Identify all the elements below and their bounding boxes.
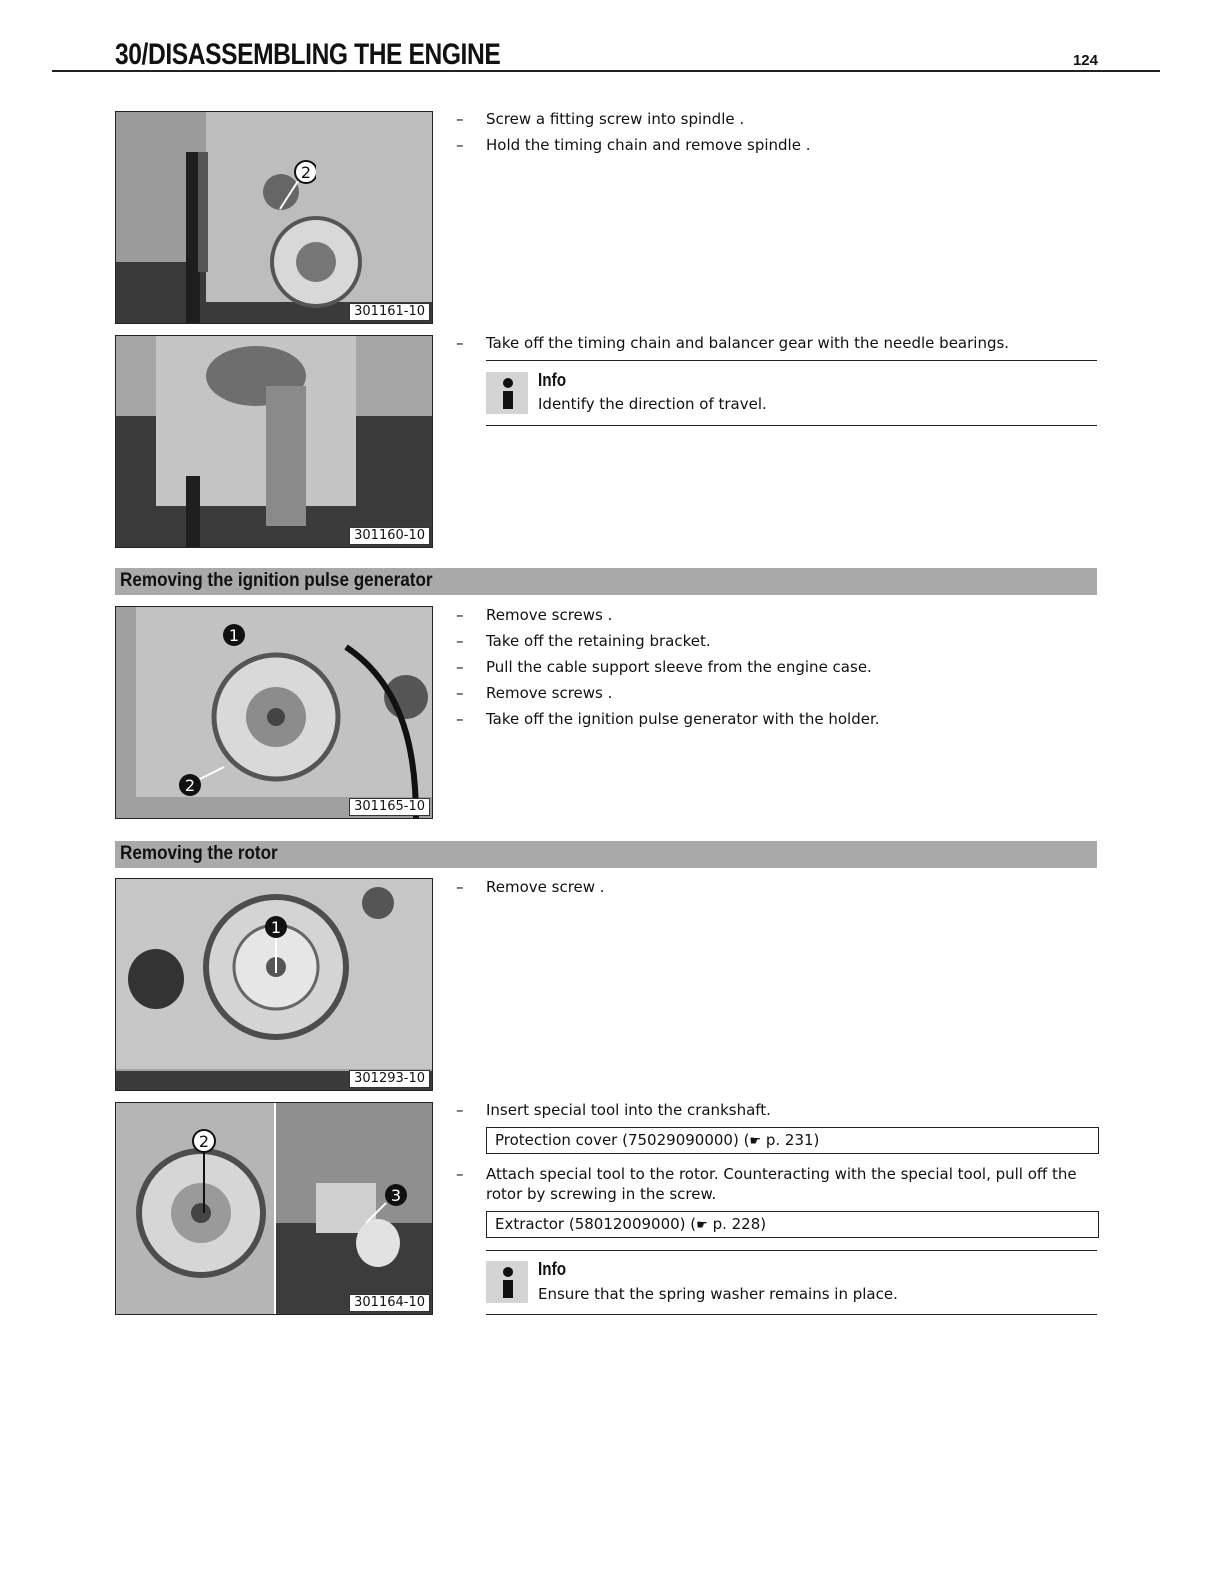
tool-protection-cover: Protection cover (75029090000) (☛ p. 231) [486,1127,1099,1154]
callout-label: 3 [390,1186,402,1205]
photo-code: 301160-10 [349,527,430,545]
photo-code: 301161-10 [349,303,430,321]
callout-markers [176,617,246,817]
info-text: Ensure that the spring washer remains in place. [538,1285,898,1303]
page-header [52,38,1160,72]
engine-photo-illustration [116,336,432,547]
callout-marker [276,154,316,214]
photo-code: 301164-10 [349,1294,430,1312]
photo-timing-chain [115,335,433,548]
info-box [486,1250,1097,1315]
photo-rotor-screw [115,878,433,1091]
photo-code: 301165-10 [349,798,430,816]
callout-markers [186,1123,433,1243]
page-number: 124 [1072,52,1098,69]
engine-photo-illustration [116,112,432,323]
tool-extractor: Extractor (58012009000) (☛ p. 228) [486,1211,1099,1238]
callout-label: 1 [228,626,240,645]
info-icon [486,372,528,414]
photo-ignition-generator [115,606,433,819]
callout-label: 1 [270,918,282,937]
photo-rotor-extractor [115,1102,433,1315]
callout-label: 2 [300,163,312,182]
info-icon [486,1261,528,1303]
photo-engine-spindle [115,111,433,324]
callout-label: 2 [198,1132,210,1151]
photo-code: 301293-10 [349,1070,430,1088]
info-heading: Info [538,370,567,390]
page-reference-icon: ☛ [696,1218,708,1233]
info-box [486,360,1097,426]
section-heading-rotor: Removing the rotor [115,841,1097,868]
info-heading: Info [538,1259,567,1279]
info-text: Identify the direction of travel. [538,395,767,413]
page-reference-icon: ☛ [749,1134,762,1149]
section-heading-ignition: Removing the ignition pulse generator [115,568,1097,595]
callout-marker [256,913,296,993]
callout-label: 2 [184,776,196,795]
engine-photo-illustration [116,607,432,818]
page-title: 30/DISASSEMBLING THE ENGINE [115,38,501,71]
